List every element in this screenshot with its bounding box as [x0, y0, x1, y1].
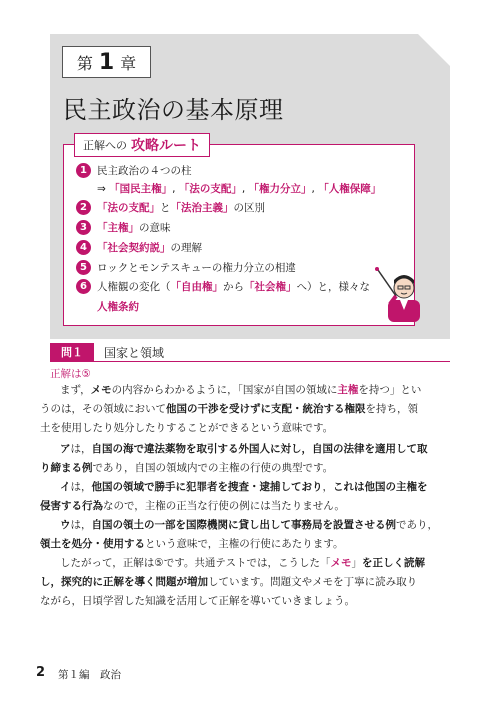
chapter-number: 1: [98, 49, 115, 75]
text: なので，主権の正当な行使の例には当たりません。: [103, 500, 345, 512]
strategy-route-tab: [74, 133, 210, 157]
text: ，: [322, 481, 333, 493]
emphasis: を正しく読解: [361, 557, 425, 569]
page-number: 2: [36, 665, 46, 680]
number-badge: 5: [76, 260, 91, 275]
keyword: 「法治主義」: [170, 202, 234, 214]
chapter-prefix: 第: [76, 53, 93, 73]
number-badge: 6: [76, 279, 91, 294]
route-item-text: 民主政治の４つの柱: [97, 165, 192, 177]
route-tab-title: 攻略ルート: [131, 138, 201, 154]
paragraph-3: [40, 478, 450, 516]
answer-label: 正解は⑤: [50, 368, 91, 380]
text: という意味で，主権の行使にあたります。: [145, 538, 344, 550]
text: 」: [351, 557, 362, 569]
text: を持ち，領: [365, 403, 418, 415]
route-item-4: [76, 240, 202, 256]
text: の内容からわかるように，「国家が自国の領域に: [111, 384, 338, 396]
keyword: 「法の支配」: [178, 183, 242, 195]
keyword: 「社会契約説」: [97, 242, 171, 254]
running-footer: 第１編 政治: [58, 669, 121, 681]
separator: ,: [172, 183, 176, 195]
connector: から: [223, 281, 244, 293]
emphasis: 他国の干渉を受けずに支配・統治する権限: [166, 403, 366, 415]
paragraph-1: [40, 381, 450, 438]
route-item-text: ロックとモンテスキューの権力分立の相違: [97, 262, 296, 274]
keyword: 「主権」: [97, 222, 139, 234]
chapter-suffix: 章: [120, 53, 137, 73]
route-item-text: の理解: [170, 242, 202, 254]
emphasis: し，探究的に正解を導く問題が増加: [40, 576, 208, 588]
text: 土を使用したり処分したりすることができるという意味です。: [40, 422, 334, 434]
connector: と: [160, 202, 171, 214]
number-badge: 2: [76, 200, 91, 215]
arrow-icon: ⇒: [97, 183, 106, 195]
route-item-1: [76, 163, 192, 179]
text: したがって，正解は⑤です。共通テストでは，こうした「: [60, 557, 331, 569]
text: であり，: [396, 519, 438, 531]
chapter-title: 民主政治の基本原理: [63, 96, 284, 124]
choice-label: ア: [60, 443, 71, 455]
paragraph-4: [40, 516, 450, 554]
route-item-3: [76, 220, 171, 236]
route-item-text: の意味: [139, 222, 171, 234]
number-badge: 1: [76, 163, 91, 178]
keyword: 「自由権」: [170, 281, 223, 293]
emphasis: 領土を処分・使用する: [40, 538, 145, 550]
teacher-illustration-icon: [368, 262, 428, 322]
keyword: 「法の支配」: [97, 202, 160, 214]
route-item-6-detail: [97, 299, 139, 315]
keyword: 「権力分立」: [248, 183, 312, 195]
text: まず，: [60, 384, 91, 396]
text: うのは，その領域において: [40, 403, 166, 415]
text: は，: [70, 519, 92, 531]
keyword: 「社会権」: [244, 281, 297, 293]
route-item-text: へ）と，様々な: [296, 281, 370, 293]
panel-corner-cut: [418, 34, 450, 66]
paragraph-5: [40, 554, 450, 611]
route-item-text: 人権観の変化（: [97, 281, 171, 293]
keyword: 人権条約: [97, 301, 139, 313]
route-tab-lead: 正解への: [83, 139, 127, 152]
emphasis: メモ: [90, 384, 112, 396]
question-tag: 問１: [50, 343, 94, 361]
emphasis: 侵害する行為: [40, 500, 103, 512]
separator: ,: [311, 183, 315, 195]
emphasis: 自国の海で違法薬物を取引する外国人に対し，自国の法律を適用して取: [91, 443, 428, 455]
emphasis: メモ: [330, 557, 352, 569]
number-badge: 4: [76, 240, 91, 255]
route-item-5: [76, 260, 296, 276]
text: しています。問題文やメモを丁寧に読み取り: [208, 576, 418, 588]
text: は，: [70, 443, 92, 455]
number-badge: 3: [76, 220, 91, 235]
route-item-text: の区別: [233, 202, 265, 214]
separator: ,: [241, 183, 246, 195]
route-item-2: [76, 200, 265, 216]
emphasis: 主権: [337, 384, 359, 396]
choice-label: イ: [60, 481, 71, 493]
emphasis: 自国の領土の一部を国際機関に貸し出して事務局を設置させる例: [91, 519, 396, 531]
paragraph-2: [40, 440, 450, 478]
keyword: 「国民主権」: [109, 183, 173, 195]
emphasis: 他国の領域で勝手に犯罪者を捜査・逮捕しており: [91, 481, 323, 493]
text: ながら，日頃学習した知識を活用して正解を導いていきましょう。: [40, 595, 355, 607]
text: を持つ」とい: [358, 384, 422, 396]
emphasis: り締まる例: [40, 462, 93, 474]
text: であり，自国の領域内での主権の行使の典型です。: [92, 462, 334, 474]
keyword: 「人権保障」: [318, 183, 382, 195]
choice-label: ウ: [60, 519, 71, 531]
chapter-label: [62, 46, 151, 78]
text: は，: [70, 481, 92, 493]
route-item-6: [76, 279, 370, 295]
route-item-1-detail: [97, 181, 381, 197]
emphasis: これは他国の主権を: [333, 481, 428, 493]
question-title: 国家と領域: [104, 346, 165, 360]
